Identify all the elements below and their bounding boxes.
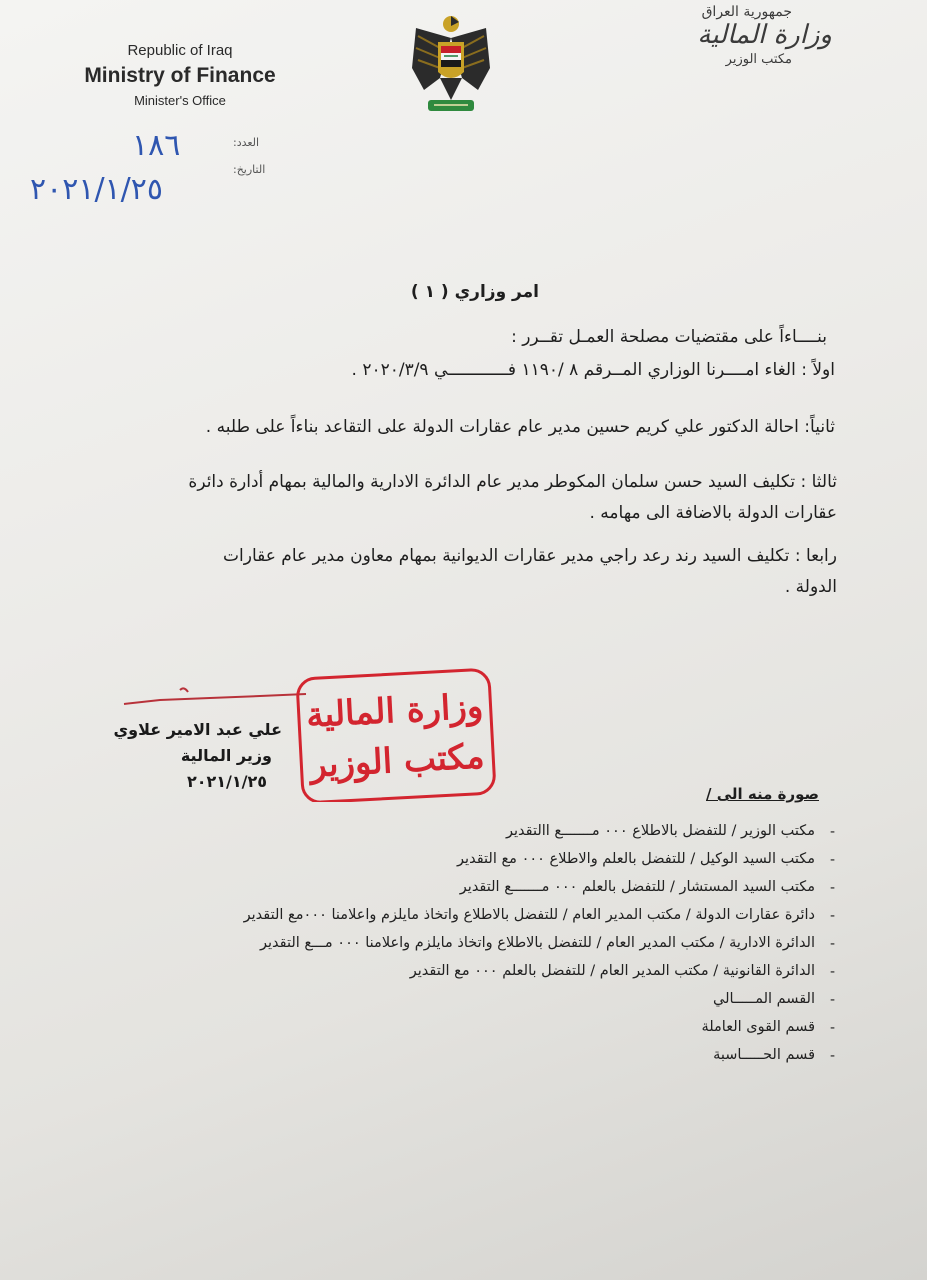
list-bullet: - — [829, 824, 835, 840]
header-ministry: Ministry of Finance — [84, 64, 276, 87]
copy-recipient-item: القسم المـــــالي — [713, 991, 815, 1007]
list-bullet: - — [829, 908, 835, 924]
date-label: التاريخ: — [233, 163, 266, 176]
copy-recipient-item: دائرة عقارات الدولة / مكتب المدير العام / للتفضل بالاطلاع واتخاذ مايلزم واعلامنا ٠٠٠مع التقدير — [243, 907, 815, 923]
header-republic: Republic of Iraq — [127, 42, 233, 59]
copy-recipient-item: مكتب السيد الوكيل / للتفضل بالعلم والاطلاع ٠٠٠ مع التقدير — [457, 851, 815, 867]
stamp-line-2: مكتب الوزير — [309, 736, 486, 786]
signature-date: ٢٠٢١/١/٢٥ — [186, 772, 267, 791]
english-header — [60, 42, 300, 108]
order-intro: بنــــاءاً على مقتضيات مصلحة العمـل تقــرر : — [511, 327, 827, 347]
arabic-header — [612, 4, 832, 67]
copy-recipient-item: قسم الحـــــاسبة — [713, 1047, 815, 1063]
header-ar-republic: جمهورية العراق — [701, 4, 792, 20]
order-item-4-line-2: الدولة . — [784, 577, 837, 597]
order-item-3-line-2: عقارات الدولة بالاضافة الى مهامه . — [589, 503, 837, 523]
copy-recipient-item: مكتب الوزير / للتفضل بالاطلاع ٠٠٠ مـــــــع االتقدير — [505, 823, 815, 839]
copies-heading: صورة منه الى / — [706, 785, 819, 803]
order-item-1: اولاً : الغاء امــــرنا الوزاري المــرقم ٨ /١١٩٠ فــــــــــــي ٢٠٢٠/٣/٩ . — [351, 360, 835, 380]
handwritten-date: ٢٠٢١/١/٢٥ — [30, 172, 164, 207]
copy-recipient-item: الدائرة القانونية / مكتب المدير العام / للتفضل بالعلم ٠٠٠ مع التقدير — [409, 963, 815, 979]
list-bullet: - — [829, 964, 835, 980]
signatory-name: علي عبد الامير علاوي — [113, 720, 282, 739]
list-bullet: - — [829, 852, 835, 868]
stamp-line-1: وزارة المالية — [305, 686, 485, 736]
copy-recipient-item: قسم القوى العاملة — [701, 1019, 815, 1035]
header-office: Minister's Office — [134, 93, 226, 108]
number-label: العدد: — [233, 136, 260, 149]
list-bullet: - — [829, 880, 835, 896]
signature-scribble-icon — [120, 684, 310, 710]
copy-recipient-item: الدائرة الادارية / مكتب المدير العام / للتفضل بالاطلاع واتخاذ مايلزم واعلامنا ٠٠٠ مـــع التقدير — [260, 935, 815, 951]
list-bullet: - — [829, 936, 835, 952]
signatory-position: وزير المالية — [180, 746, 272, 765]
copy-recipient-item: مكتب السيد المستشار / للتفضل بالعلم ٠٠٠ مـــــــع التقدير — [459, 879, 815, 895]
list-bullet: - — [829, 992, 835, 1008]
order-item-3-line-1: ثالثا : تكليف السيد حسن سلمان المكوطر مدير عام الدائرة الادارية والمالية بمهام أدارة دائرة — [188, 472, 837, 492]
handwritten-number: ١٨٦ — [132, 128, 181, 163]
header-ar-office: مكتب الوزير — [725, 52, 792, 67]
list-bullet: - — [829, 1020, 835, 1036]
order-item-2: ثانياً: احالة الدكتور علي كريم حسين مدير عام عقارات الدولة على التقاعد بناءاً على طلبه . — [205, 417, 835, 437]
header-ar-ministry: وزارة المالية — [697, 20, 832, 50]
list-bullet: - — [829, 1048, 835, 1064]
iraq-eagle-emblem-icon — [410, 8, 492, 118]
ministry-stamp-icon — [296, 660, 498, 802]
order-item-4-line-1: رابعا : تكليف السيد رند رعد راجي مدير عقارات الديوانية بمهام معاون مدير عام عقارات — [223, 546, 837, 566]
order-title: امر وزاري ( ١ ) — [410, 282, 539, 302]
